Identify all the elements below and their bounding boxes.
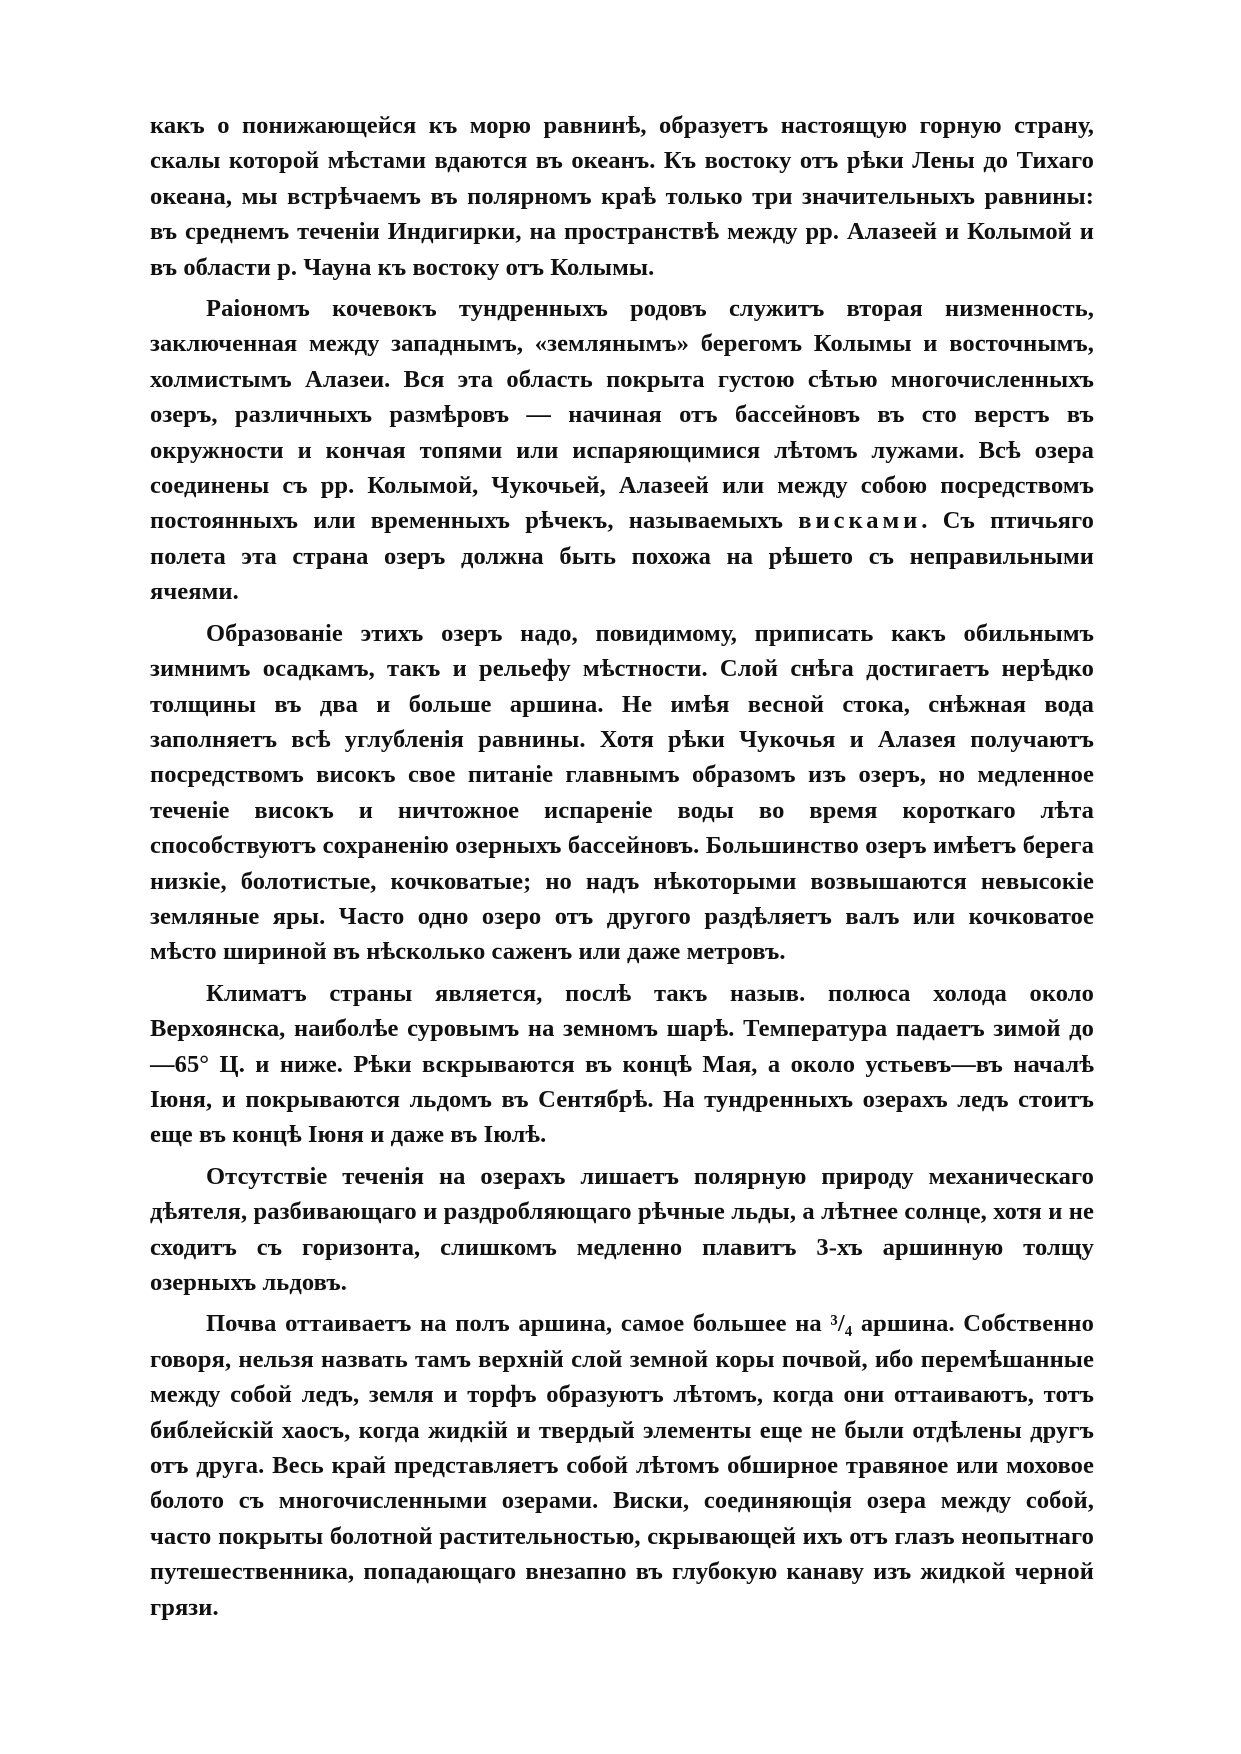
paragraph-3: Образованіе этихъ озеръ надо, повидимому, приписать какъ обильнымъ зимнимъ осадкамъ, такъ и рельефу мѣстности. Слой снѣга достигаетъ нерѣдко толщины въ два и больше аршина. Не имѣя весной стока, снѣжная вода заполняетъ всѣ углубленія равнины. Хотя рѣки Чукочья и Алазея получаютъ посредствомъ високъ свое питаніе главнымъ образомъ изъ озеръ, но медленное теченіе високъ и ничтожное испареніе воды во время короткаго лѣта способствуютъ сохраненію озерныхъ бассейновъ. Большинство озеръ имѣетъ берега низкіе, болотистые, кочковатые; но надъ нѣкоторыми возвышаются невысокіе земляные яры. Часто одно озеро отъ другого раздѣляетъ валъ или кочковатое мѣсто шириной въ нѣсколько саженъ или даже метровъ.	[150, 619, 1094, 966]
paragraph-6: Почва оттаиваетъ на полъ аршина, самое большее на ³/₄ аршина. Собственно говоря, нельзя назвать тамъ верхній слой земной коры почвой, ибо перемѣшанные между собой ледъ, земля и торфъ образуютъ лѣтомъ, когда они оттаиваютъ, тотъ библейскій хаосъ, когда жидкій и твердый элементы еще не были отдѣлены другъ отъ друга. Весь край представляетъ собой лѣтомъ обширное травяное или моховое болото съ многочисленными озерами. Виски, соединяющія озера между собой, часто покрыты болотной растительностью, скрывающей ихъ отъ глазъ неопытнаго путешественника, попадающаго внезапно въ глубокую канаву изъ жидкой черной грязи.	[150, 1310, 1094, 1621]
paragraph-5: Отсутствіе теченія на озерахъ лишаетъ полярную природу механическаго дѣятеля, разбивающаго и раздробляющаго рѣчные льды, а лѣтнее солнце, хотя и не сходитъ съ горизонта, слишкомъ медленно плавитъ 3-хъ аршинную толщу озерныхъ льдовъ.	[150, 1162, 1094, 1296]
page-body	[150, 108, 1094, 1631]
paragraph-4: Климатъ страны является, послѣ такъ назыв. полюса холода около Верхоянска, наиболѣе суровымъ на земномъ шарѣ. Температура падаетъ зимой до—65° Ц. и ниже. Рѣки вскрываются въ концѣ Мая, а около устьевъ—въ началѣ Іюня, и покрываются льдомъ въ Сентябрѣ. На тундренныхъ озерахъ ледъ стоитъ еще въ концѣ Іюня и даже въ Іюлѣ.	[150, 979, 1094, 1149]
paragraph-2	[150, 291, 1094, 610]
spaced-term: висками	[798, 507, 922, 535]
paragraph-2-text-before: Раіономъ кочевокъ тундренныхъ родовъ служитъ вторая низменность, заключенная между западнымъ, «землянымъ» берегомъ Колымы и восточнымъ, холмистымъ Алазеи. Вся эта область покрыта густою сѣтью многочисленныхъ озеръ, различныхъ размѣровъ — начиная отъ бассейновъ въ сто верстъ въ окружности и кончая топями или испаряющимися лѣтомъ лужами. Всѣ озера соединены съ рр. Колымой, Чукочьей, Алазеей или между собою посредствомъ постоянныхъ или временныхъ рѣчекъ, называемыхъ	[150, 295, 1094, 535]
paragraph-2-text-after: . Съ птичьяго полета эта страна озеръ должна быть похожа на рѣшето съ неправильными ячеями.	[150, 507, 1094, 606]
paragraph-1: какъ о понижающейся къ морю равнинѣ, образуетъ настоящую горную страну, скалы которой мѣстами вдаются въ океанъ. Къ востоку отъ рѣки Лены до Тихаго океана, мы встрѣчаемъ въ полярномъ краѣ только три значительныхъ равнины: въ среднемъ теченіи Индигирки, на пространствѣ между рр. Алазеей и Колымой и въ области р. Чауна къ востоку отъ Колымы.	[150, 112, 1094, 281]
